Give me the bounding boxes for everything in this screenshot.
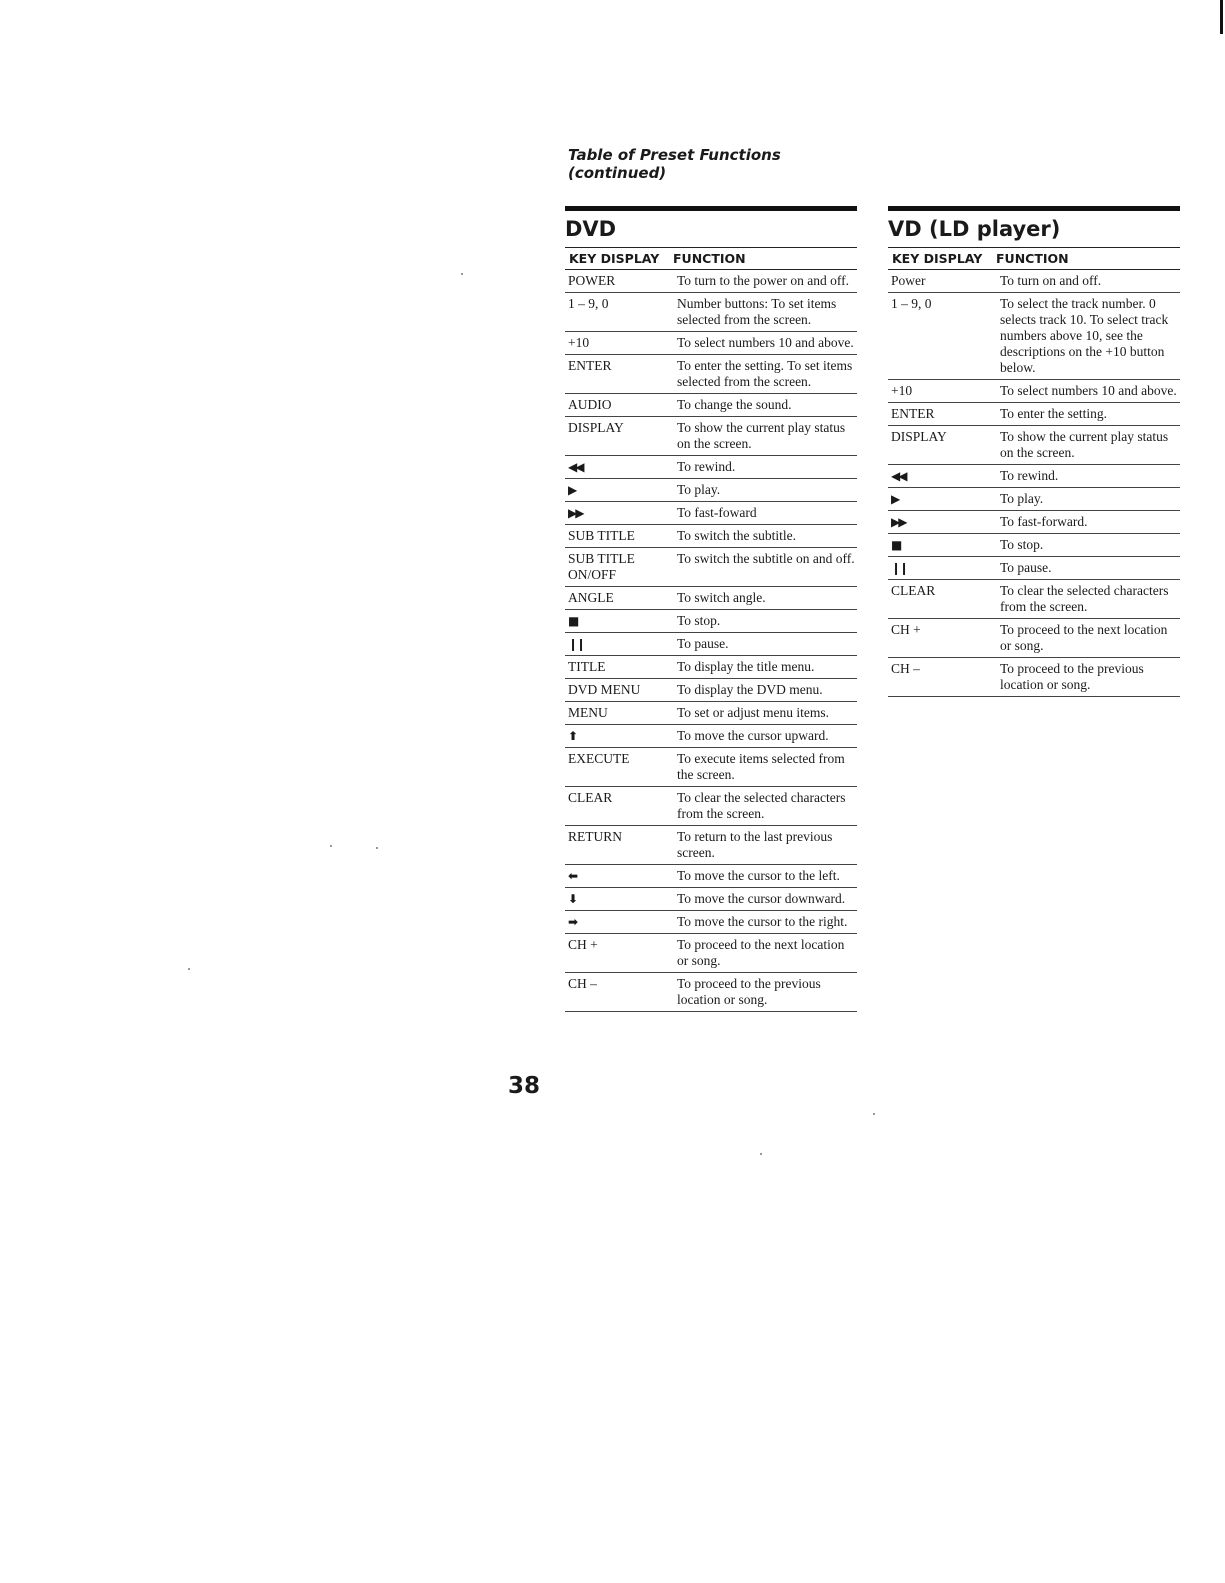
dvd-function-cell: To fast-foward bbox=[669, 502, 857, 525]
dvd-table-row bbox=[565, 587, 857, 610]
dvd-key-display-cell: ⬆ bbox=[565, 725, 669, 748]
vd-table-row bbox=[888, 426, 1180, 465]
vd-function-cell: To clear the selected characters from the screen. bbox=[992, 580, 1180, 619]
dvd-function-cell: To proceed to the previous location or song. bbox=[669, 973, 857, 1012]
vd-key-display-cell: Power bbox=[888, 270, 992, 293]
dvd-table-row bbox=[565, 748, 857, 787]
dvd-key-display-cell: ■ bbox=[565, 610, 669, 633]
vd-key-display-cell: ◀◀ bbox=[888, 465, 992, 488]
vd-table-row bbox=[888, 534, 1180, 557]
dvd-function-cell: To switch the subtitle on and off. bbox=[669, 548, 857, 587]
dvd-table-row bbox=[565, 456, 857, 479]
dvd-key-display-cell: POWER bbox=[565, 270, 669, 293]
vd-table-row bbox=[888, 270, 1180, 293]
vd-table-body bbox=[888, 270, 1180, 697]
edge-mark bbox=[1220, 0, 1223, 34]
dvd-key-display-cell: ❙❙ bbox=[565, 633, 669, 656]
dvd-table-row bbox=[565, 610, 857, 633]
dvd-table-row bbox=[565, 656, 857, 679]
dvd-function-cell: To display the title menu. bbox=[669, 656, 857, 679]
dvd-key-display-cell: SUB TITLE ON/OFF bbox=[565, 548, 669, 587]
dvd-function-cell: To rewind. bbox=[669, 456, 857, 479]
vd-table-row bbox=[888, 380, 1180, 403]
page-number: 38 bbox=[508, 1073, 541, 1099]
vd-function-cell: To turn on and off. bbox=[992, 270, 1180, 293]
dvd-table-row bbox=[565, 888, 857, 911]
vd-table bbox=[888, 247, 1180, 697]
dvd-table-row bbox=[565, 679, 857, 702]
dvd-table-row bbox=[565, 332, 857, 355]
dvd-key-display-cell: ⬅ bbox=[565, 865, 669, 888]
scan-speck bbox=[330, 845, 332, 847]
vd-table-row bbox=[888, 580, 1180, 619]
vd-key-display-cell: DISPLAY bbox=[888, 426, 992, 465]
vd-header-row bbox=[888, 247, 1180, 270]
dvd-function-cell: To move the cursor to the left. bbox=[669, 865, 857, 888]
dvd-key-display-cell: RETURN bbox=[565, 826, 669, 865]
dvd-table-row bbox=[565, 826, 857, 865]
vd-key-display-cell: ▶ bbox=[888, 488, 992, 511]
vd-key-display-cell: CH + bbox=[888, 619, 992, 658]
vd-table-row bbox=[888, 511, 1180, 534]
dvd-function-cell: To execute items selected from the screen. bbox=[669, 748, 857, 787]
vd-col-key-display: KEY DISPLAY bbox=[888, 247, 992, 270]
dvd-function-cell: Number buttons: To set items selected from the screen. bbox=[669, 293, 857, 332]
dvd-key-display-cell: ENTER bbox=[565, 355, 669, 394]
dvd-function-cell: To clear the selected characters from the screen. bbox=[669, 787, 857, 826]
vd-function-cell: To select the track number. 0 selects track 10. To select track numbers above 10, see the descriptions on the +10 button below. bbox=[992, 293, 1180, 380]
dvd-function-cell: To switch the subtitle. bbox=[669, 525, 857, 548]
dvd-table bbox=[565, 247, 857, 1012]
dvd-table-row bbox=[565, 417, 857, 456]
vd-function-cell: To pause. bbox=[992, 557, 1180, 580]
dvd-function-cell: To proceed to the next location or song. bbox=[669, 934, 857, 973]
dvd-key-display-cell: ▶▶ bbox=[565, 502, 669, 525]
dvd-key-display-cell: DISPLAY bbox=[565, 417, 669, 456]
dvd-table-row bbox=[565, 270, 857, 293]
dvd-table-row bbox=[565, 548, 857, 587]
dvd-function-cell: To switch angle. bbox=[669, 587, 857, 610]
vd-key-display-cell: +10 bbox=[888, 380, 992, 403]
vd-function-cell: To proceed to the next location or song. bbox=[992, 619, 1180, 658]
heading-continued: (continued) bbox=[568, 164, 667, 182]
dvd-key-display-cell: CLEAR bbox=[565, 787, 669, 826]
dvd-key-display-cell: +10 bbox=[565, 332, 669, 355]
dvd-key-display-cell: ◀◀ bbox=[565, 456, 669, 479]
vd-function-cell: To proceed to the previous location or song. bbox=[992, 658, 1180, 697]
vd-table-row bbox=[888, 557, 1180, 580]
vd-top-rule bbox=[888, 206, 1180, 211]
dvd-function-cell: To set or adjust menu items. bbox=[669, 702, 857, 725]
dvd-table-body bbox=[565, 270, 857, 1012]
dvd-table-row bbox=[565, 934, 857, 973]
dvd-function-cell: To turn to the power on and off. bbox=[669, 270, 857, 293]
scan-speck bbox=[376, 847, 378, 849]
scan-speck bbox=[760, 1153, 762, 1155]
vd-table-row bbox=[888, 658, 1180, 697]
vd-table-row bbox=[888, 465, 1180, 488]
dvd-key-display-cell: DVD MENU bbox=[565, 679, 669, 702]
dvd-function-cell: To enter the setting. To set items selected from the screen. bbox=[669, 355, 857, 394]
vd-key-display-cell: 1 – 9, 0 bbox=[888, 293, 992, 380]
dvd-key-display-cell: 1 – 9, 0 bbox=[565, 293, 669, 332]
dvd-function-cell: To show the current play status on the screen. bbox=[669, 417, 857, 456]
vd-section bbox=[888, 206, 1180, 697]
dvd-key-display-cell: SUB TITLE bbox=[565, 525, 669, 548]
dvd-table-row bbox=[565, 865, 857, 888]
dvd-table-row bbox=[565, 702, 857, 725]
vd-function-cell: To show the current play status on the screen. bbox=[992, 426, 1180, 465]
dvd-table-row bbox=[565, 293, 857, 332]
dvd-table-row bbox=[565, 479, 857, 502]
vd-key-display-cell: ■ bbox=[888, 534, 992, 557]
dvd-table-row bbox=[565, 911, 857, 934]
dvd-key-display-cell: ➡ bbox=[565, 911, 669, 934]
vd-key-display-cell: CLEAR bbox=[888, 580, 992, 619]
dvd-section bbox=[565, 206, 857, 1012]
vd-key-display-cell: ENTER bbox=[888, 403, 992, 426]
dvd-title: DVD bbox=[565, 217, 617, 241]
scan-speck bbox=[873, 1113, 875, 1115]
section-heading bbox=[568, 146, 781, 182]
dvd-header-row bbox=[565, 247, 857, 270]
vd-function-cell: To fast-forward. bbox=[992, 511, 1180, 534]
dvd-table-row bbox=[565, 725, 857, 748]
dvd-table-row bbox=[565, 502, 857, 525]
dvd-col-function: FUNCTION bbox=[669, 247, 857, 270]
dvd-table-row bbox=[565, 973, 857, 1012]
vd-key-display-cell: ❙❙ bbox=[888, 557, 992, 580]
vd-function-cell: To stop. bbox=[992, 534, 1180, 557]
dvd-function-cell: To change the sound. bbox=[669, 394, 857, 417]
vd-col-function: FUNCTION bbox=[992, 247, 1180, 270]
dvd-key-display-cell: CH + bbox=[565, 934, 669, 973]
dvd-table-row bbox=[565, 525, 857, 548]
vd-function-cell: To select numbers 10 and above. bbox=[992, 380, 1180, 403]
dvd-function-cell: To move the cursor to the right. bbox=[669, 911, 857, 934]
dvd-table-row bbox=[565, 355, 857, 394]
heading-title: Table of Preset Functions bbox=[568, 146, 781, 164]
dvd-function-cell: To pause. bbox=[669, 633, 857, 656]
vd-table-row bbox=[888, 619, 1180, 658]
dvd-function-cell: To return to the last previous screen. bbox=[669, 826, 857, 865]
vd-table-row bbox=[888, 293, 1180, 380]
vd-table-row bbox=[888, 403, 1180, 426]
dvd-function-cell: To play. bbox=[669, 479, 857, 502]
dvd-function-cell: To move the cursor upward. bbox=[669, 725, 857, 748]
dvd-key-display-cell: CH – bbox=[565, 973, 669, 1012]
scan-speck bbox=[188, 968, 190, 970]
dvd-function-cell: To display the DVD menu. bbox=[669, 679, 857, 702]
dvd-table-row bbox=[565, 394, 857, 417]
vd-function-cell: To rewind. bbox=[992, 465, 1180, 488]
dvd-function-cell: To select numbers 10 and above. bbox=[669, 332, 857, 355]
dvd-table-row bbox=[565, 787, 857, 826]
vd-key-display-cell: CH – bbox=[888, 658, 992, 697]
dvd-key-display-cell: AUDIO bbox=[565, 394, 669, 417]
dvd-key-display-cell: ANGLE bbox=[565, 587, 669, 610]
vd-title: VD (LD player) bbox=[888, 217, 1061, 241]
vd-function-cell: To enter the setting. bbox=[992, 403, 1180, 426]
dvd-key-display-cell: ⬇ bbox=[565, 888, 669, 911]
dvd-col-key-display: KEY DISPLAY bbox=[565, 247, 669, 270]
vd-function-cell: To play. bbox=[992, 488, 1180, 511]
vd-key-display-cell: ▶▶ bbox=[888, 511, 992, 534]
vd-table-row bbox=[888, 488, 1180, 511]
dvd-top-rule bbox=[565, 206, 857, 211]
dvd-key-display-cell: MENU bbox=[565, 702, 669, 725]
dvd-table-row bbox=[565, 633, 857, 656]
dvd-function-cell: To move the cursor downward. bbox=[669, 888, 857, 911]
scan-speck bbox=[461, 273, 463, 275]
dvd-key-display-cell: EXECUTE bbox=[565, 748, 669, 787]
dvd-key-display-cell: TITLE bbox=[565, 656, 669, 679]
dvd-function-cell: To stop. bbox=[669, 610, 857, 633]
dvd-key-display-cell: ▶ bbox=[565, 479, 669, 502]
